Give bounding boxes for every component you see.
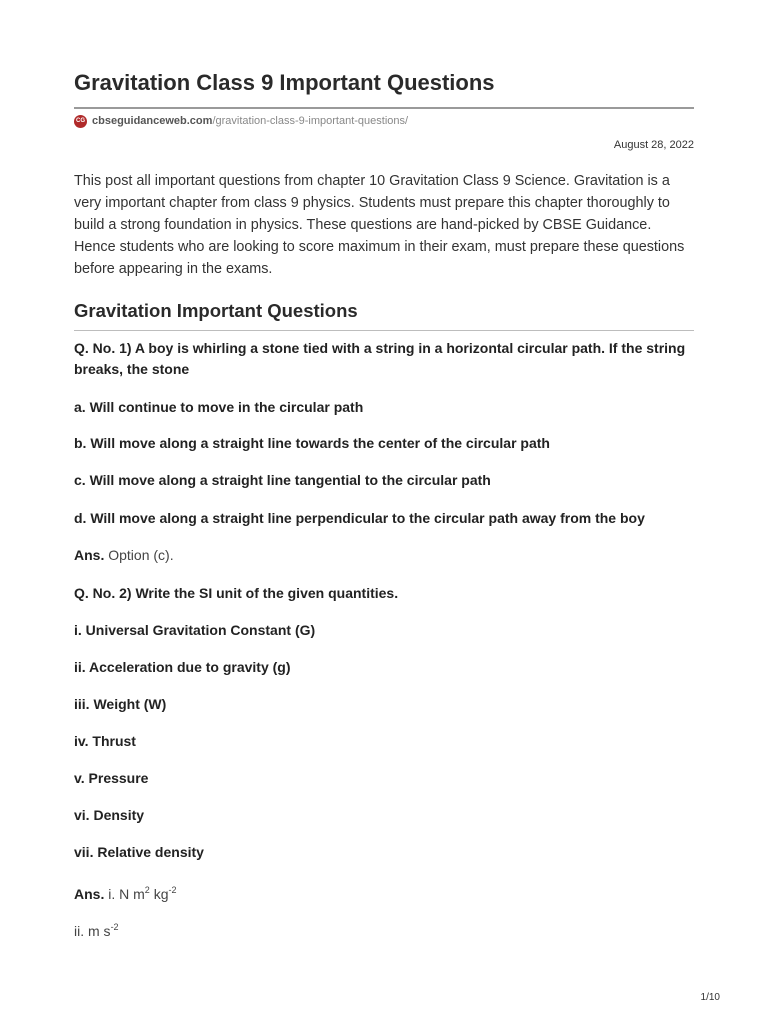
question-2-item: v. Pressure bbox=[74, 770, 149, 786]
question-2-item: i. Universal Gravitation Constant (G) bbox=[74, 622, 316, 638]
question-2: Q. No. 2) Write the SI unit of the given quantities. bbox=[74, 585, 399, 601]
question-1-option-a: a. Will continue to move in the circular path bbox=[74, 399, 364, 415]
page-title: Gravitation Class 9 Important Questions bbox=[74, 70, 495, 95]
question-2-item: ii. Acceleration due to gravity (g) bbox=[74, 659, 291, 675]
question-1-option-c: c. Will move along a straight line tangential to the circular path bbox=[74, 472, 491, 488]
question-1-option-d: d. Will move along a straight line perpendicular to the circular path away from the boy bbox=[74, 510, 645, 526]
source-path: /gravitation-class-9-important-questions/ bbox=[212, 115, 409, 127]
title-divider bbox=[74, 107, 694, 109]
source-link[interactable] bbox=[74, 113, 408, 129]
section-divider bbox=[74, 330, 694, 331]
question-2-answer-i bbox=[74, 880, 694, 905]
answer-text: i. N $m^2$ $kg^{-2}$ bbox=[108, 885, 177, 902]
answer-label: Ans. bbox=[74, 886, 105, 902]
page-number: 1/10 bbox=[700, 992, 720, 1003]
intro-paragraph: This post all important questions from chapter 10 Gravitation Class 9 Science. Gravitation is a very important chapter from class 9 physics. Students must prepare this chapter thoroughly to build a strong foundation in physics. These questions are hand-picked by CBSE Guidance. Hence students who are looking to score maximum in their exam, must prepare these questions before appearing in the exams. bbox=[74, 173, 685, 277]
question-1-option-b: b. Will move along a straight line towards the center of the circular path bbox=[74, 435, 550, 451]
question-1-answer bbox=[74, 545, 694, 566]
question-2-answer-ii: ii. m $s^{-2}$ bbox=[74, 922, 119, 939]
source-domain: cbseguidanceweb.com bbox=[92, 115, 213, 127]
site-favicon-icon: CG bbox=[74, 115, 87, 128]
post-date: August 28, 2022 bbox=[613, 139, 694, 151]
question-2-item: vi. Density bbox=[74, 807, 145, 823]
question-1: Q. No. 1) A boy is whirling a stone tied with a string in a horizontal circular path. If the string breaks, the stone bbox=[74, 340, 686, 377]
answer-label: Ans. bbox=[74, 547, 105, 563]
question-2-item: iii. Weight (W) bbox=[74, 696, 167, 712]
question-2-item: vii. Relative density bbox=[74, 844, 204, 860]
answer-text: Option (c). bbox=[108, 547, 174, 563]
section-heading: Gravitation Important Questions bbox=[74, 300, 358, 321]
question-2-item: iv. Thrust bbox=[74, 733, 136, 749]
